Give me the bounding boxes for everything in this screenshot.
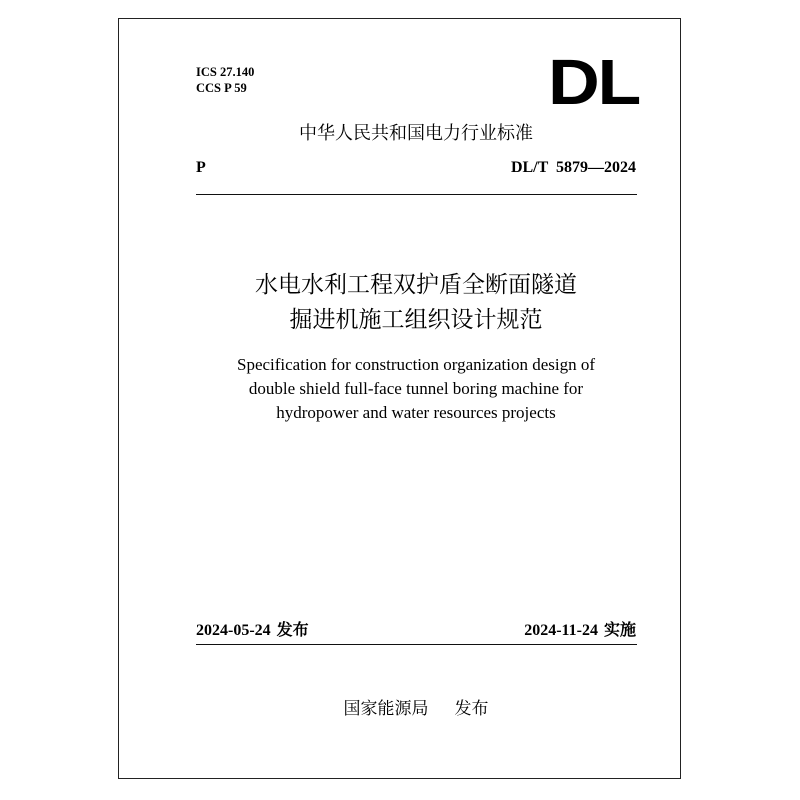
- effective-date-block: [524, 617, 636, 640]
- ccs-code: CCS P 59: [196, 81, 247, 95]
- effective-label: 实施: [603, 620, 636, 639]
- chinese-title-line-2: 掘进机施工组织设计规范: [289, 307, 543, 333]
- publisher-line: [196, 694, 636, 719]
- standard-number: DL/T 5879—2024: [510, 159, 636, 176]
- standard-type: 中华人民共和国电力行业标准: [299, 123, 533, 144]
- issue-date: 2024-05-24: [196, 622, 271, 639]
- publisher-action: 发布: [454, 699, 489, 719]
- dl-logo: DL: [548, 46, 640, 118]
- chinese-title-line-1: 水电水利工程双护盾全断面隧道: [255, 272, 577, 298]
- english-title-line-1: Specification for construction organization design of: [236, 355, 595, 374]
- publisher-name: 国家能源局: [343, 699, 429, 719]
- category-code: P: [196, 159, 206, 176]
- ics-code: ICS 27.140: [196, 65, 255, 79]
- classification-codes: [196, 64, 254, 96]
- issue-date-block: [196, 617, 309, 640]
- top-divider: [196, 194, 637, 195]
- issue-label: 发布: [276, 620, 309, 639]
- english-title-line-3: hydropower and water resources projects: [276, 403, 556, 422]
- bottom-divider: [196, 644, 637, 645]
- chinese-title: [150, 268, 682, 338]
- english-title: [150, 353, 682, 425]
- effective-date: 2024-11-24: [524, 622, 598, 639]
- english-title-line-2: double shield full-face tunnel boring machine for: [248, 379, 584, 398]
